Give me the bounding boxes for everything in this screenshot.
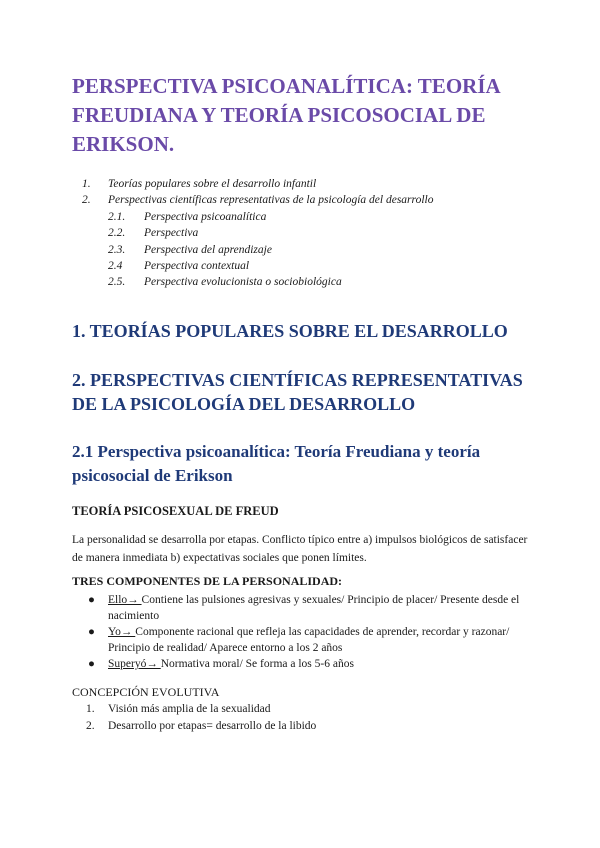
bullet-icon: ● bbox=[88, 626, 95, 638]
component-label: Superyó→ bbox=[108, 658, 161, 670]
toc-item bbox=[72, 176, 542, 192]
toc-number: 2.4 bbox=[108, 259, 123, 272]
toc-text: Perspectiva psicoanalítica bbox=[144, 210, 267, 223]
toc-subitem bbox=[72, 225, 542, 241]
list-text: Visión más amplia de la sexualidad bbox=[108, 703, 271, 715]
toc-text: Perspectiva evolucionista o sociobiológica bbox=[144, 276, 342, 289]
toc-subitem bbox=[72, 209, 542, 225]
components-heading: TRES COMPONENTES DE LA PERSONALIDAD: bbox=[72, 574, 343, 588]
list-item bbox=[72, 656, 542, 672]
document-title: PERSPECTIVA PSICOANALÍTICA: TEORÍA FREUDIANA Y TEORÍA PSICOSOCIAL DE ERIKSON. bbox=[72, 74, 500, 156]
components-list bbox=[72, 592, 542, 672]
toc-text: Teorías populares sobre el desarrollo infantil bbox=[108, 178, 317, 190]
toc-text: Perspectiva del aprendizaje bbox=[144, 243, 272, 256]
evolution-list bbox=[72, 701, 542, 734]
freud-paragraph: La personalidad se desarrolla por etapas. Conflicto típico entre a) impulsos biológicos de satisfacer de manera inmediata b) expectativas sociales que ponen límites. bbox=[72, 534, 528, 564]
list-number: 2. bbox=[86, 719, 95, 732]
list-item bbox=[72, 624, 542, 656]
list-number: 1. bbox=[86, 703, 95, 715]
list-item bbox=[72, 718, 542, 735]
toc-subitem bbox=[72, 242, 542, 258]
toc-text: Perspectivas científicas representativas de la psicología del desarrollo bbox=[108, 194, 434, 207]
component-text: Componente racional que refleja las capacidades de aprender, recordar y razonar/ Principio de realidad/ Aparece entorno a los 2 años bbox=[108, 626, 510, 654]
toc-number: 2.3. bbox=[108, 243, 126, 256]
table-of-contents bbox=[72, 176, 542, 291]
toc-item bbox=[72, 192, 542, 208]
toc-number: 2. bbox=[82, 194, 91, 207]
toc-number: 2.2. bbox=[108, 227, 126, 240]
toc-text: Perspectiva bbox=[144, 227, 199, 240]
list-text: Desarrollo por etapas= desarrollo de la libido bbox=[108, 719, 317, 732]
section-heading-1: 1. TEORÍAS POPULARES SOBRE EL DESARROLLO bbox=[72, 321, 508, 341]
list-item bbox=[72, 592, 542, 624]
bullet-icon: ● bbox=[88, 594, 95, 606]
bullet-icon: ● bbox=[88, 658, 95, 670]
toc-number: 2.1. bbox=[108, 210, 126, 223]
toc-text: Perspectiva contextual bbox=[144, 259, 250, 272]
subsection-heading-2-1: 2.1 Perspectiva psicoanalítica: Teoría Freudiana y teoría psicosocial de Erikson bbox=[72, 442, 481, 485]
component-text: Normativa moral/ Se forma a los 5-6 años bbox=[160, 658, 354, 670]
toc-number: 1. bbox=[82, 178, 91, 190]
freud-heading: TEORÍA PSICOSEXUAL DE FREUD bbox=[72, 504, 279, 518]
evolution-heading: CONCEPCIÓN EVOLUTIVA bbox=[72, 685, 220, 699]
list-item bbox=[72, 701, 542, 718]
component-text: Contiene las pulsiones agresivas y sexuales/ Principio de placer/ Presente desde el nacimiento bbox=[108, 594, 520, 622]
toc-number: 2.5. bbox=[108, 276, 126, 289]
toc-subitem bbox=[72, 274, 542, 290]
component-label: Ello→ bbox=[108, 594, 142, 606]
component-label: Yo→ bbox=[108, 626, 136, 638]
toc-subitem bbox=[72, 258, 542, 274]
section-heading-2: 2. PERSPECTIVAS CIENTÍFICAS REPRESENTATIVAS DE LA PSICOLOGÍA DEL DESARROLLO bbox=[72, 370, 523, 414]
